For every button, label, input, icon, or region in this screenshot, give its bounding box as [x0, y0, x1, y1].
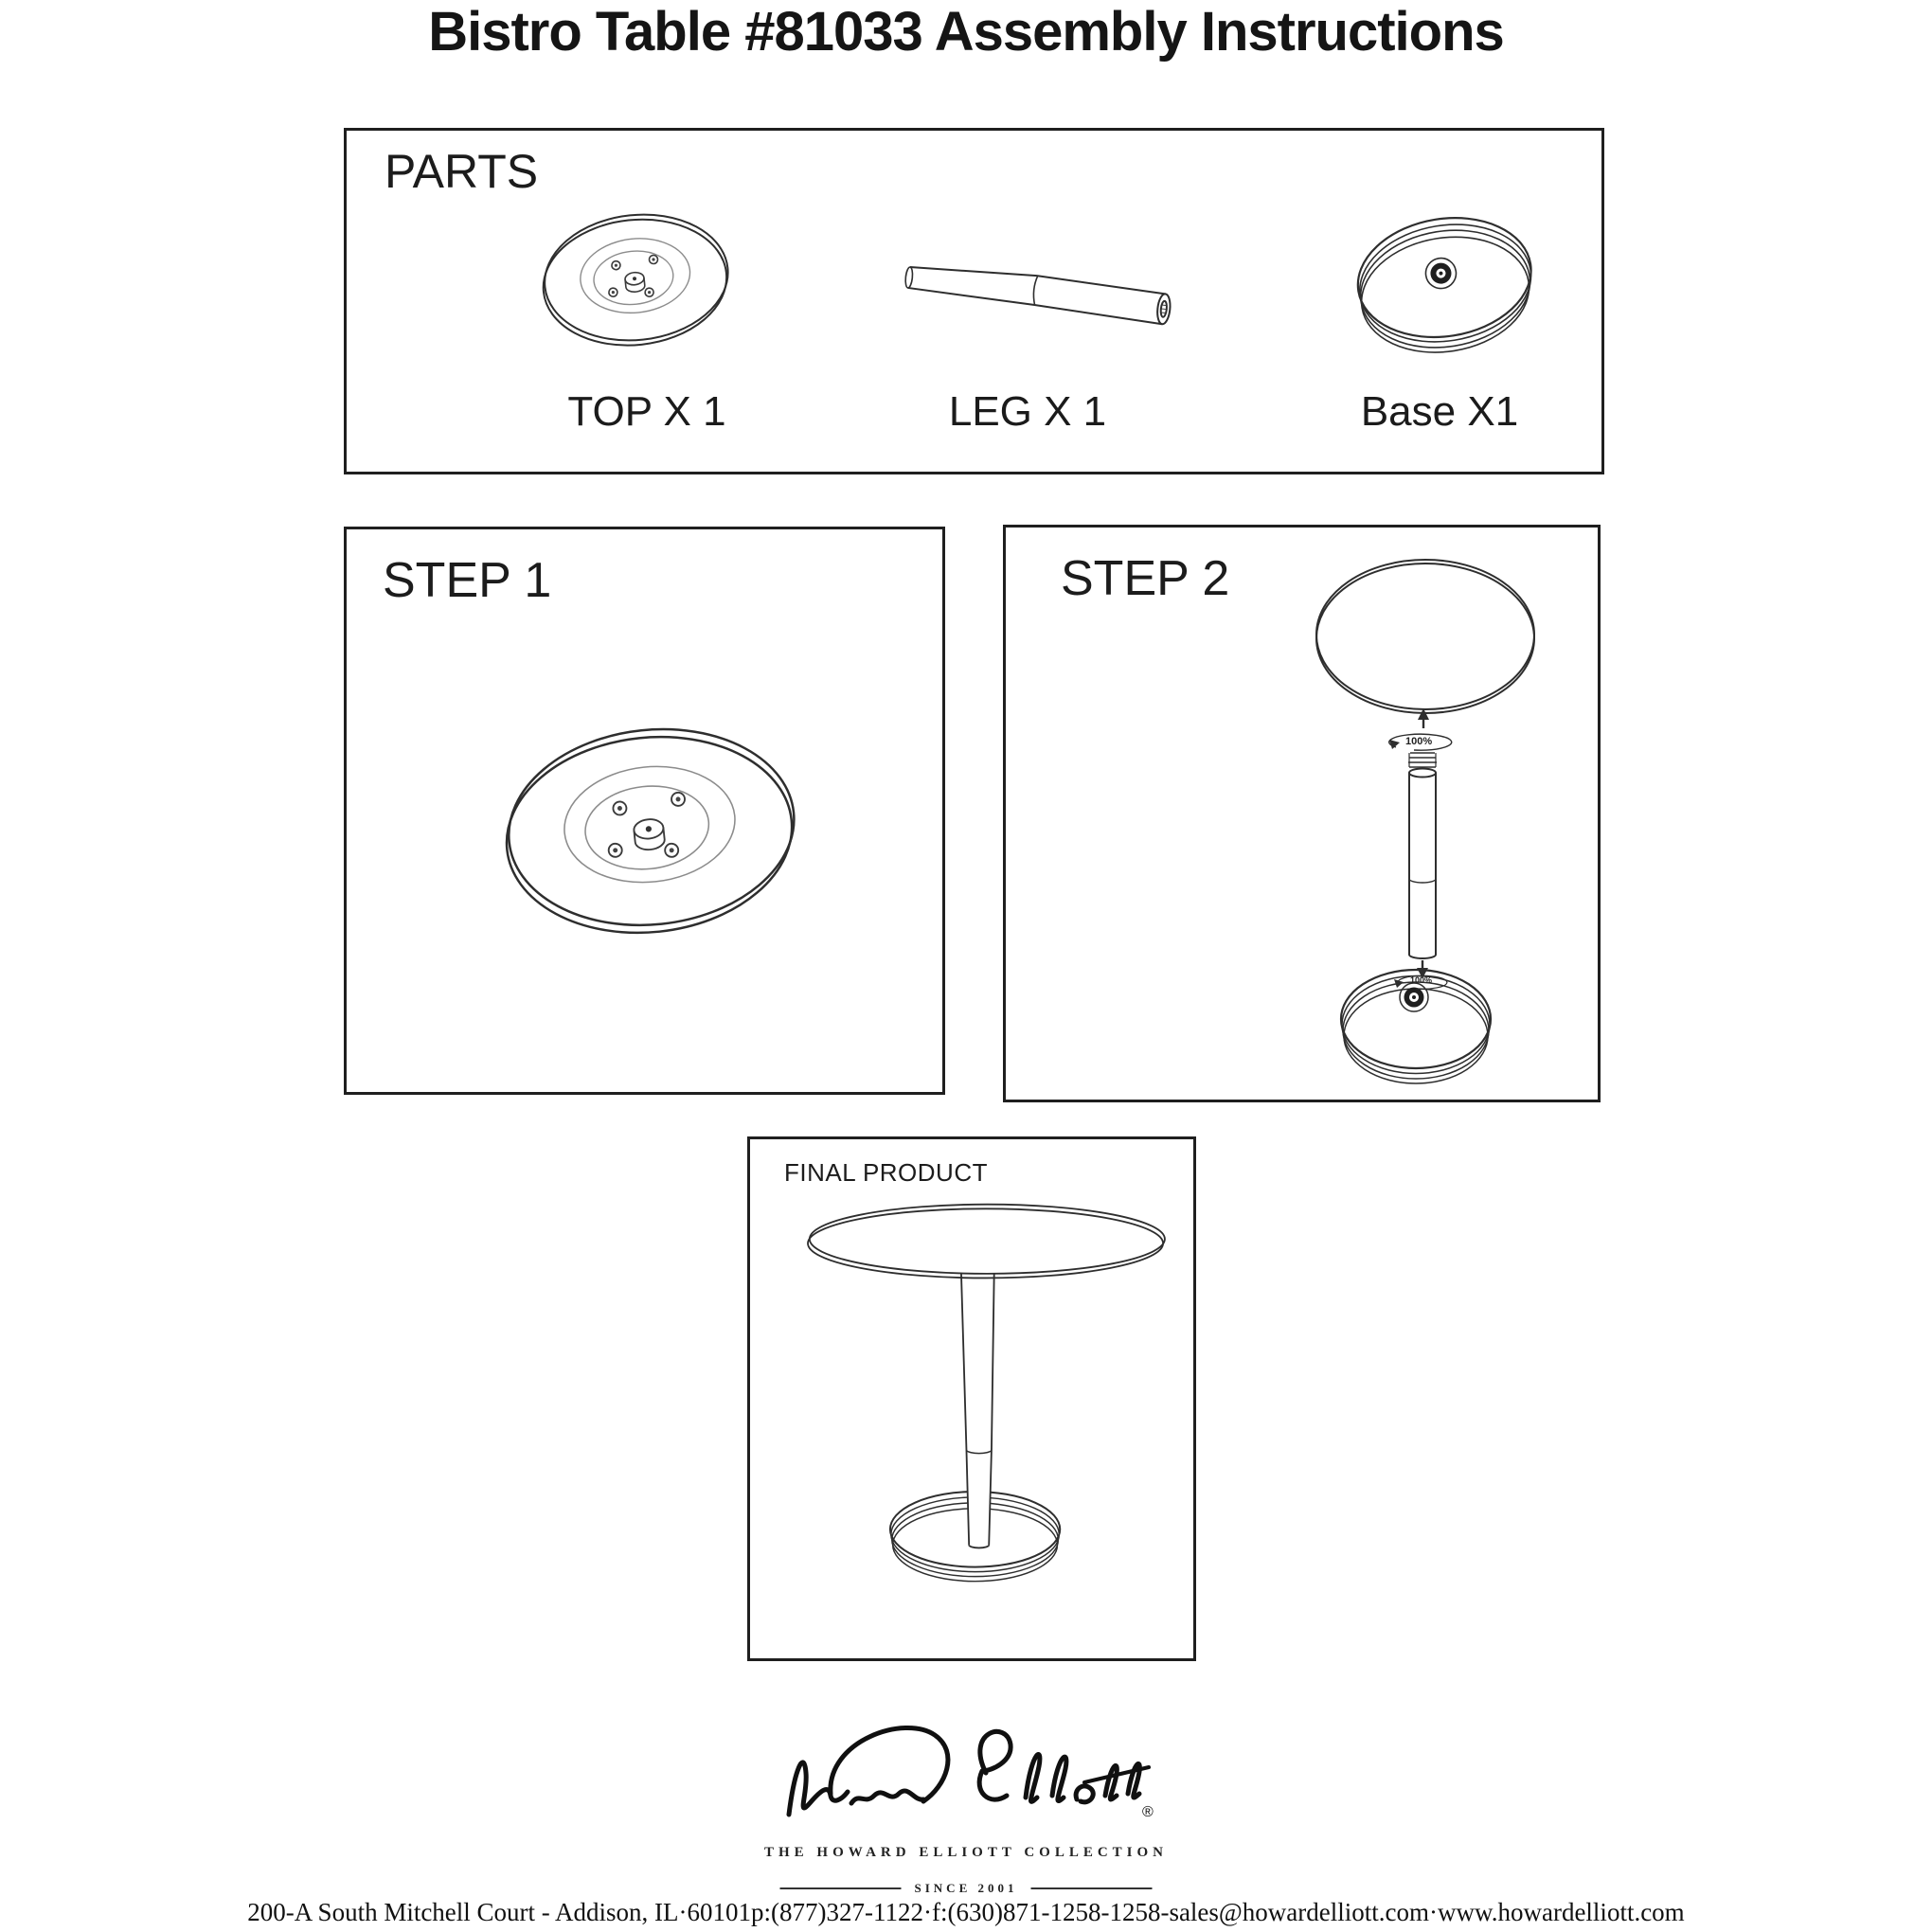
- assembled-table-drawing: [767, 1200, 1174, 1651]
- rotate-percent-label: 100%: [1410, 975, 1433, 985]
- footer-address: 200-A South Mitchell Court - Addison, IL·60101p:(877)327-1122·f:(630)871-1258-1258-sales@howardelliott.com·www.howardelliott.com: [247, 1898, 1685, 1926]
- table-base-drawing: [1341, 970, 1491, 1083]
- base-hub-icon: [1423, 256, 1458, 291]
- final-product-label: FINAL PRODUCT: [784, 1158, 988, 1187]
- table-top-drawing: [808, 1205, 1165, 1279]
- table-top-part-drawing: [536, 203, 737, 354]
- rule-line-left: [780, 1887, 902, 1889]
- parts-box: [344, 128, 1604, 474]
- howard-elliott-signature-logo: [772, 1712, 1154, 1854]
- part-label-base: Base X1: [1360, 388, 1519, 435]
- rotate-arrow-icon: [1394, 975, 1447, 989]
- step-1-label: STEP 1: [383, 553, 552, 608]
- since-badge: [780, 1881, 1153, 1896]
- brand-collection-name: THE HOWARD ELLIOTT COLLECTION: [763, 1845, 1169, 1860]
- table-leg-drawing: [1409, 769, 1436, 959]
- table-base-part-drawing: [1351, 206, 1538, 360]
- step-1-box: [344, 527, 945, 1095]
- since-text: SINCE 2001: [914, 1881, 1018, 1895]
- table-leg-drawing: [961, 1273, 994, 1547]
- final-product-box: [747, 1136, 1196, 1661]
- arrow-up-icon: [1418, 708, 1429, 728]
- threaded-stud-icon: [1408, 753, 1437, 767]
- part-label-leg: LEG X 1: [948, 388, 1107, 435]
- base-hub-icon: [1400, 983, 1428, 1011]
- step-2-label: STEP 2: [1061, 551, 1230, 606]
- assembly-exploded-drawing: [1272, 557, 1594, 1097]
- table-top-drawing: [1316, 560, 1534, 713]
- rotate-percent-label: 100%: [1405, 736, 1433, 747]
- center-hub-icon: [633, 818, 665, 851]
- parts-box-label: PARTS: [385, 145, 539, 198]
- registered-mark: ®: [1142, 1804, 1154, 1820]
- table-top-underside-drawing: [495, 709, 808, 948]
- page-title: Bistro Table #81033 Assembly Instructions: [428, 1, 1504, 63]
- rule-line-right: [1031, 1887, 1153, 1889]
- center-hub-icon: [624, 272, 645, 293]
- part-label-top: TOP X 1: [567, 388, 726, 435]
- table-leg-part-drawing: [893, 246, 1177, 336]
- rotate-arrow-icon: [1389, 734, 1452, 750]
- step-2-box: [1003, 525, 1601, 1102]
